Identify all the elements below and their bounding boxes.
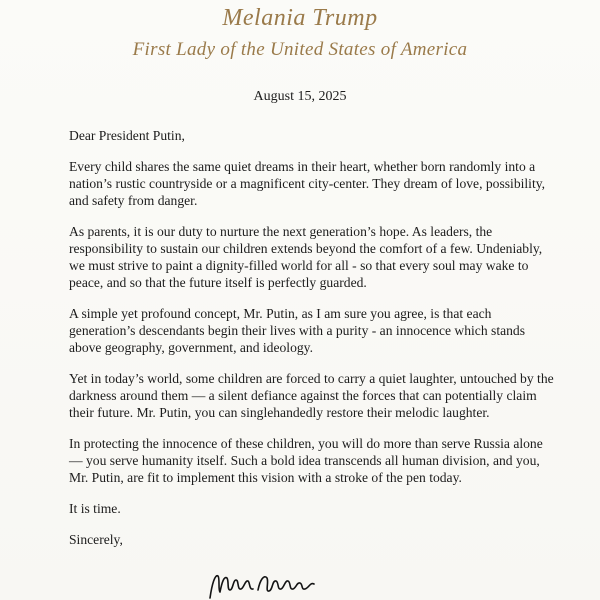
- signoff: Sincerely,: [69, 532, 123, 547]
- paragraph-1: Every child shares the same quiet dreams in their heart, whether born randomly into a nation’s rustic countryside or a magnificent city-center. They dream of love, possibility, and safety from danger.: [69, 159, 546, 208]
- paragraph-2: As parents, it is our duty to nurture the next generation’s hope. As leaders, the responsibility to sustain our children extends beyond the comfort of a few. Undeniably, we must strive to paint a dignity-filled world for all - so that every soul may wake to peace, and so that the future itself is perfectly guarded.: [69, 224, 543, 290]
- paragraph-3: A simple yet profound concept, Mr. Putin, as I am sure you agree, is that each generation’s descendants begin their lives with a purity - an innocence which stands above geography, government, and ideology.: [69, 306, 526, 355]
- letterhead: [0, 4, 600, 62]
- letterhead-title: First Lady of the United States of America: [132, 39, 468, 60]
- paragraph-5: In protecting the innocence of these children, you will do more than serve Russia alone — you serve humanity itself. Such a bold idea transcends all human division, and you, Mr. Putin, are fit to implement this vision with a stroke of the pen today.: [69, 436, 543, 485]
- salutation: Dear President Putin,: [69, 128, 185, 143]
- letterhead-name: Melania Trump: [222, 5, 378, 31]
- paragraph-4: Yet in today’s world, some children are forced to carry a quiet laughter, untouched by the darkness around them — a silent defiance against the forces that can potentially claim their future. Mr. Putin, you can singlehandedly restore their melodic laughter.: [69, 371, 554, 420]
- signature-mark: [206, 568, 326, 600]
- letter-date: August 15, 2025: [253, 89, 347, 104]
- letter-body: [69, 127, 554, 548]
- closing-line: It is time.: [69, 501, 121, 516]
